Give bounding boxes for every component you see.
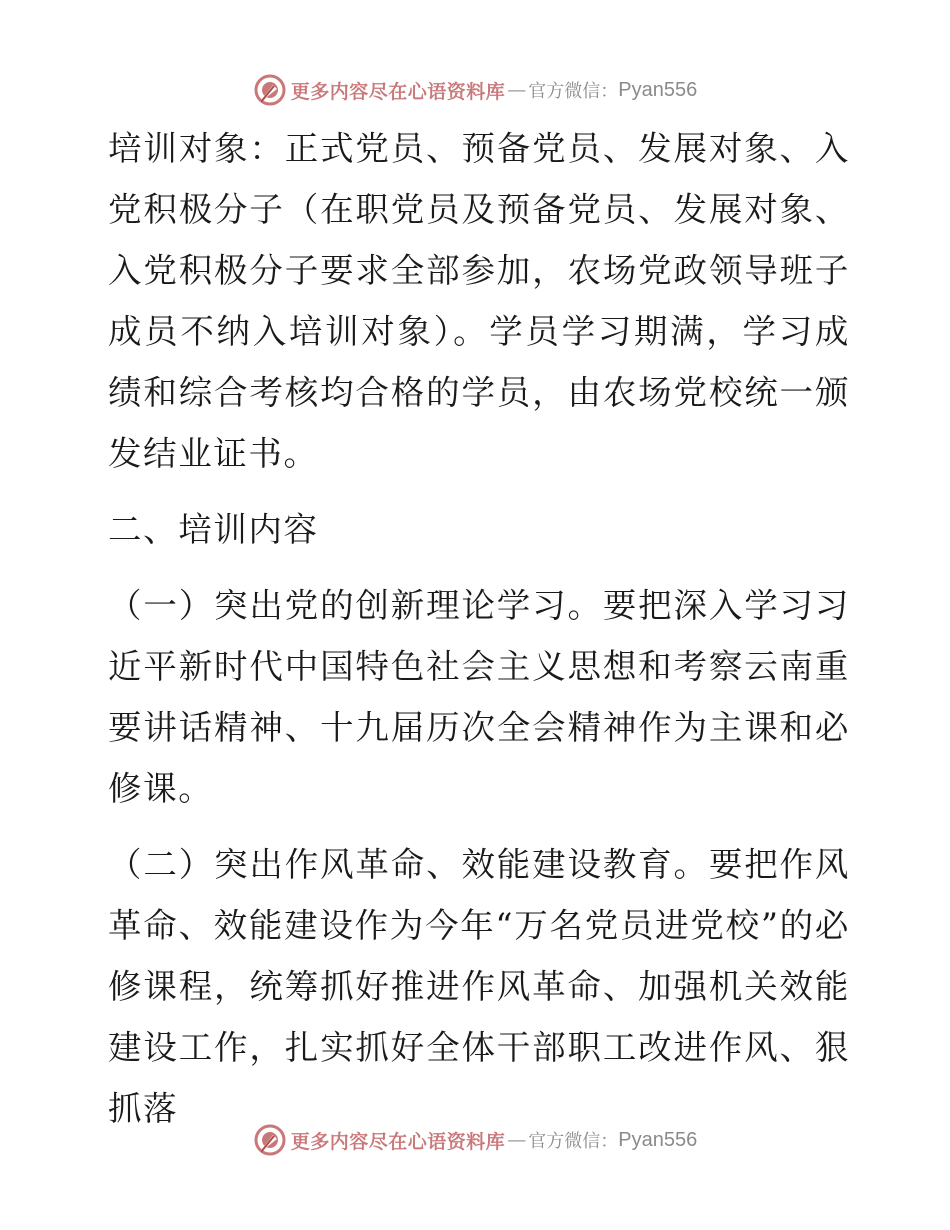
pen-logo-icon — [253, 1123, 287, 1157]
watermark-header — [0, 70, 950, 110]
paragraph-training-targets: 培训对象：正式党员、预备党员、发展对象、入党积极分子（在职党员及预备党员、发展对象、入党积极分子要求全部参加，农场党政领导班子成员不纳入培训对象）。学员学习期满，学习成绩和综合考核均合格的学员，由农场党校统一颁发结业证书。 — [108, 129, 850, 473]
watermark-wechat-label: 官方微信： — [528, 81, 619, 102]
section-heading-training-content: 二、培训内容 — [108, 510, 319, 549]
watermark-separator: — — [507, 79, 527, 101]
watermark-wechat-id: Pyan556 — [618, 1128, 698, 1151]
pen-logo-icon — [253, 73, 287, 107]
watermark-footer — [0, 1120, 950, 1160]
document-body — [98, 118, 850, 1139]
watermark-wechat-id: Pyan556 — [618, 78, 698, 101]
watermark-separator: — — [507, 1129, 527, 1151]
paragraph-item-1: （一）突出党的创新理论学习。要把深入学习习近平新时代中国特色社会主义思想和考察云南重要讲话精神、十九届历次全会精神作为主课和必修课。 — [108, 586, 850, 808]
watermark-wechat-label: 官方微信： — [528, 1131, 619, 1152]
watermark-text: 更多内容尽在心语资料库 — [290, 1130, 506, 1153]
paragraph-item-2: （二）突出作风革命、效能建设教育。要把作风革命、效能建设作为今年“万名党员进党校”的必修课程，统筹抓好推进作风革命、加强机关效能建设工作，扎实抓好全体干部职工改进作风、狠抓落 — [108, 845, 850, 1128]
watermark-text: 更多内容尽在心语资料库 — [290, 80, 506, 103]
